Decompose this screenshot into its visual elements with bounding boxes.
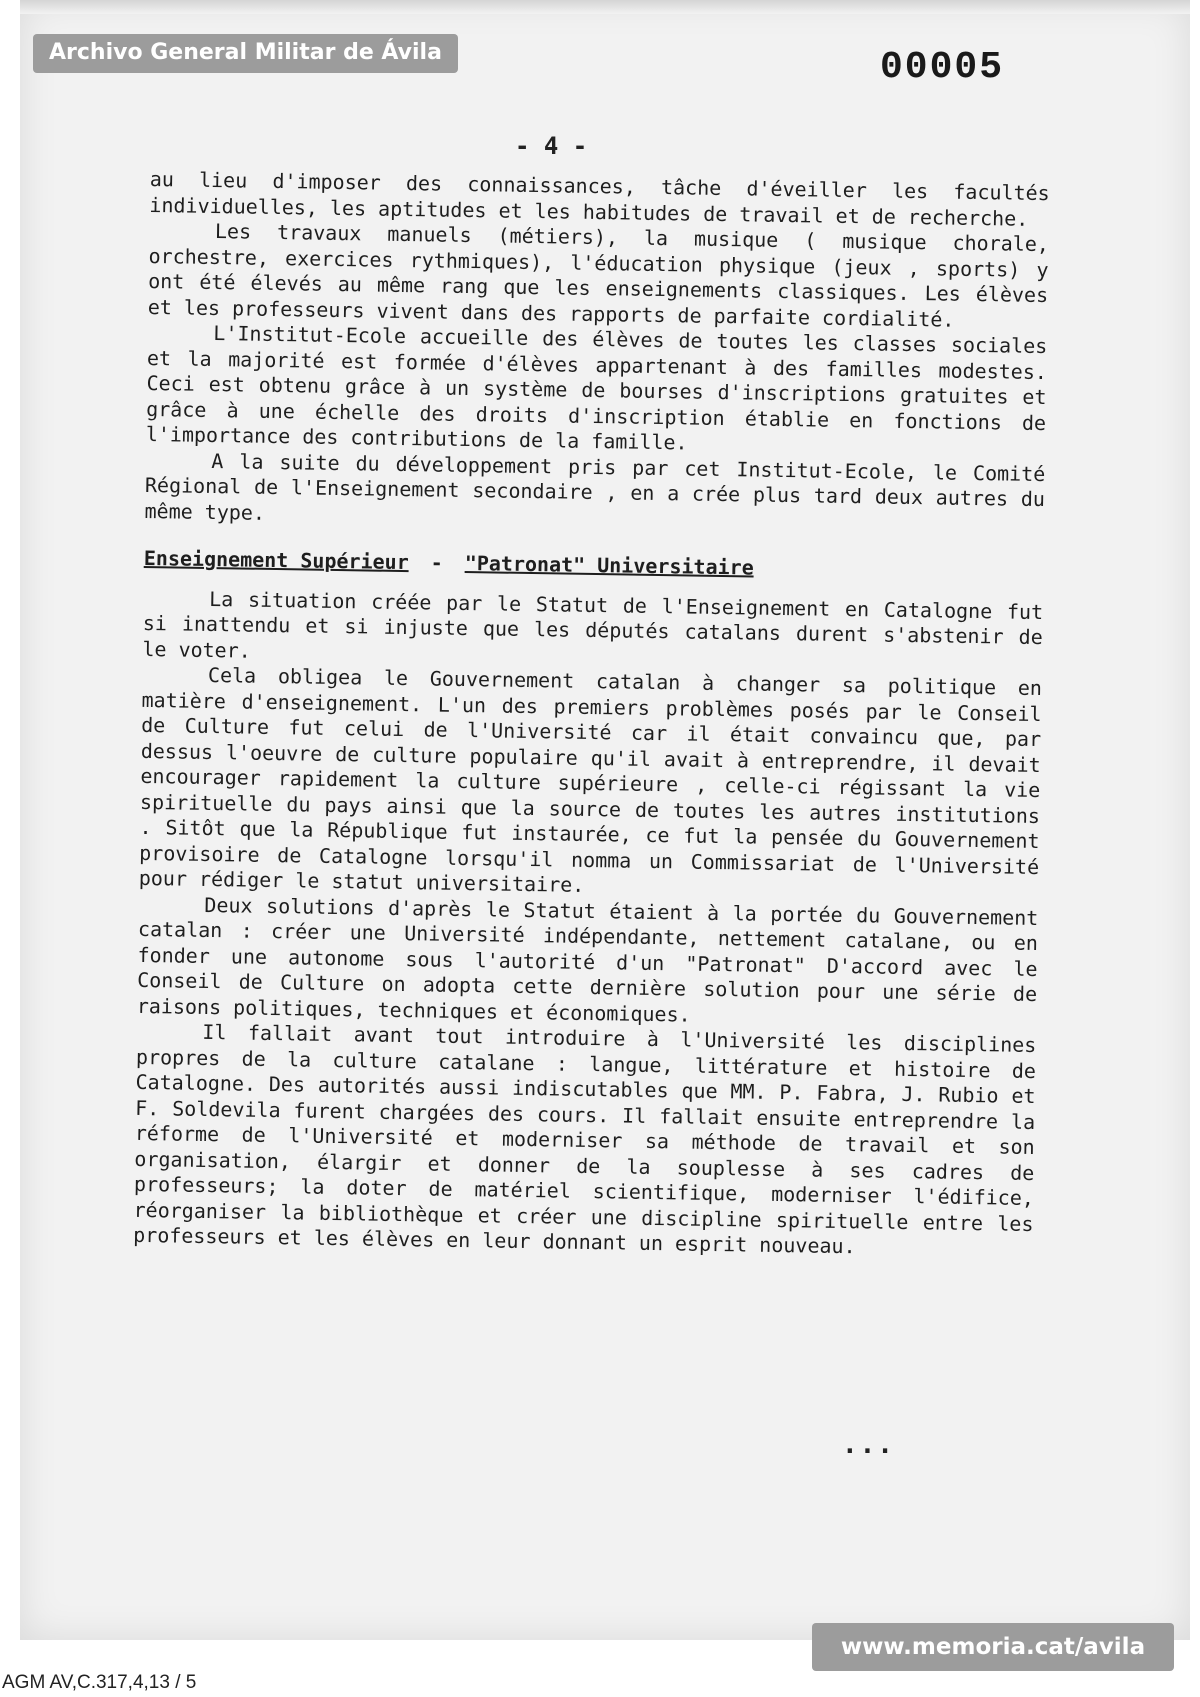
section-heading xyxy=(144,546,1044,586)
document-body xyxy=(133,167,1050,1263)
paragraph: au lieu d'imposer des connaissances, tâche d'éveiller les facultés individuelles, les aptitudes et les habitudes de travail et de recherche. xyxy=(149,167,1050,231)
paragraph: Il fallait avant tout introduire à l'Université les disciplines propres de la culture catalane : langue, littérature et histoire de Catalogne. Des autorités aussi indiscutables que MM. P. Fabra, J. Rubio et F. Soldevila furent chargées des cours. Il fallait ensuite entreprendre la réforme de l'Université et moderniser sa méthode de travail et son organisation, élargir et donner de la souplesse à ses cadres de professeurs; la doter de matériel scientifique, moderniser l'édifice, réorganiser la bibliothèque et créer une discipline spirituelle entre les professeurs et les élèves en leur donnant un esprit nouveau. xyxy=(133,1019,1037,1259)
page-number: - 4 - xyxy=(515,132,588,160)
paragraph: L'Institut-Ecole accueille des élèves de toutes les classes sociales et la majorité est formée d'élèves appartenant à des familles modestes. Ceci est obtenu grâce à un système de bourses d'inscriptions gratuites et grâce à une échelle des droits d'inscription établie en fonctions de l'importance des contributions de la famille. xyxy=(145,321,1048,455)
document-number: 00005 xyxy=(880,46,1005,89)
paragraph: La situation créée par le Statut de l'Enseignement en Catalogne fut si inattendu et si injuste que les députés catalans durent s'abstenir de le voter. xyxy=(142,586,1044,663)
heading-left: Enseignement Supérieur xyxy=(143,545,409,575)
archive-reference: AGM AV,C.317,4,13 / 5 xyxy=(2,1672,197,1693)
paragraph: Cela obligea le Gouvernement catalan à changer sa politique en matière d'enseignement. L'un des premiers problèmes posés par le Conseil de Culture fut celui de l'Université car il était convaincu que, par dessus l'oeuvre de culture populaire qu'il avait à entreprendre, il devait encourager rapidement la culture supérieure , celle-ci régissant la vie spirituelle du pays ainsi que la source de toutes les autres institutions . Sitôt que la République fut instaurée, ce fut la pensée du Gouvernement provisoire de Catalogne lorsqu'il nomma un Commissariat de l'Université pour rédiger le statut universitaire. xyxy=(138,662,1043,897)
archive-label: Archivo General Militar de Ávila xyxy=(33,34,458,73)
continuation-ellipsis: ... xyxy=(842,1430,895,1460)
paragraph: Deux solutions d'après le Statut étaient à la portée du Gouvernement catalan : créer une Université indépendante, nettement catalane, ou en fonder une autonome sous l'autorité d'un "Patronat" D'accord avec le Conseil de Culture on adopta cette dernière solution pour une série de raisons politiques, techniques et économiques. xyxy=(136,892,1039,1027)
url-badge: www.memoria.cat/avila xyxy=(812,1623,1174,1671)
paragraph: A la suite du développement pris par cet Institut-Ecole, le Comité Régional de l'Enseignement secondaire , en a crée plus tard deux autres du même type. xyxy=(144,448,1046,525)
heading-separator: - xyxy=(430,550,443,575)
paragraph: Les travaux manuels (métiers), la musique ( musique chorale, orchestre, exercices rythmiques), l'éducation physique (jeux , sports) y ont été élevés au même rang que les enseignements classiques. Les élèves et les professeurs vivent dans des rapports de parfaite cordialité. xyxy=(147,219,1050,332)
heading-right: "Patronat" Universitaire xyxy=(464,550,754,580)
